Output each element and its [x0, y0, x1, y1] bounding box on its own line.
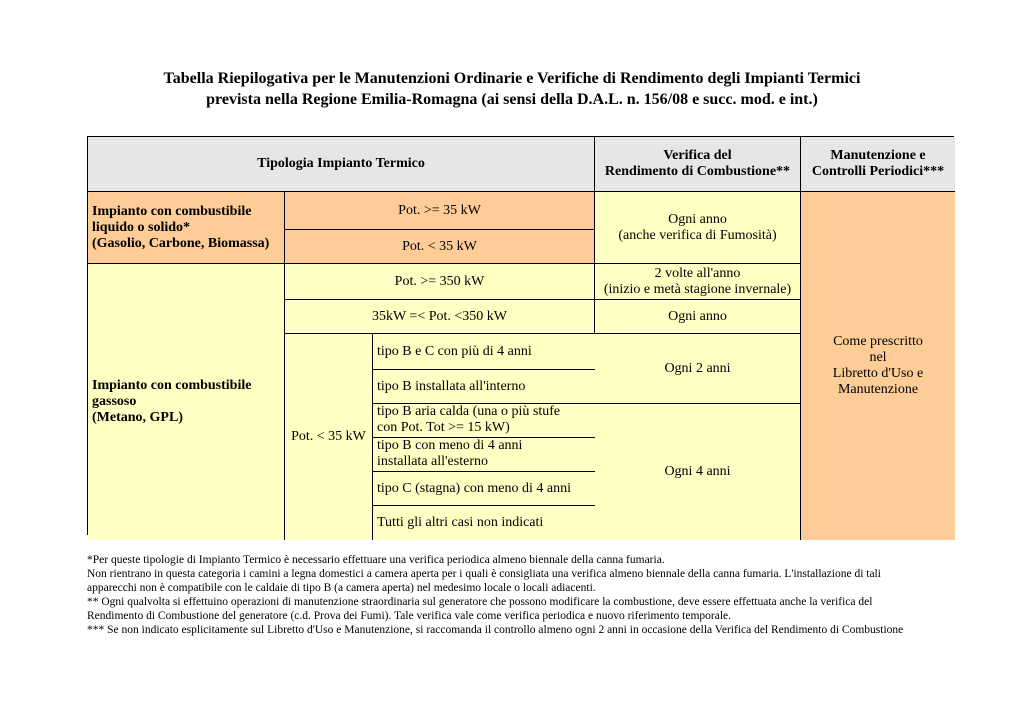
gas-label-line2: gassoso [92, 394, 137, 409]
footnote-5: Rendimento di Combustione del generatore (c.d. Prova dei Fumi). Tale verifica vale come verifica periodica e nuovo riferimento temporale. [87, 610, 732, 622]
gas-sub-3-line2: con Pot. Tot >= 15 kW) [377, 420, 510, 435]
gas-sub-4-line1: tipo B con meno di 4 anni [377, 438, 523, 453]
footnote-1: *Per queste tipologie di Impianto Termico è necessario effettuare una verifica periodica almeno biennale della canna fumaria. [87, 554, 665, 566]
liquid-pot-low [285, 230, 595, 264]
liquid-verifica-line2: (anche verifica di Fumosità) [618, 227, 777, 243]
liquid-fuel-label [88, 192, 285, 264]
header-manutenzione-line2: Controlli Periodici*** [811, 164, 945, 179]
footnote-2: Non rientrano in questa categoria i camini a legna domestici a camera aperta per i quali è consigliata una verifica almeno biennale della canna fumaria. L'installazione di tali [87, 568, 881, 580]
gas-fuel-label [88, 264, 285, 540]
header-tipologia-label: Tipologia Impianto Termico [257, 156, 425, 171]
header-manutenzione-line1: Manutenzione e [830, 148, 926, 163]
gas-sub-2-label: tipo B installata all'interno [377, 378, 526, 394]
manutenzione-line4: Manutenzione [837, 382, 919, 397]
gas-sub-1-label: tipo B e C con più di 4 anni [377, 343, 532, 359]
title-line-2: prevista nella Regione Emilia-Romagna (ai sensi della D.A.L. n. 156/08 e succ. mod. e int.) [206, 91, 818, 108]
manutenzione-line1: Come prescritto [833, 334, 923, 349]
header-verifica-line2: Rendimento di Combustione** [604, 164, 791, 179]
gas-sub-row-3 [373, 404, 595, 438]
manutenzione-line2: nel [869, 350, 887, 365]
liquid-label-line2: liquido o solido* [92, 219, 191, 235]
gas-pot-350 [285, 264, 595, 300]
liquid-pot-low-label: Pot. < 35 kW [402, 238, 477, 254]
gas-verifica-4anni [595, 404, 801, 540]
liquid-verifica-line1: Ogni anno [668, 211, 727, 227]
gas-verifica-2anni-label: Ogni 2 anni [664, 360, 731, 376]
gas-pot-350-label: Pot. >= 350 kW [394, 273, 485, 289]
footnote-4: ** Ogni qualvolta si effettuino operazioni di manutenzione straordinaria sul generatore che possono modificare la combustione, deve essere effettuata anche la verifica del [87, 596, 873, 608]
title-line-1: Tabella Riepilogativa per le Manutenzioni Ordinarie e Verifiche di Rendimento degli Impianti Termici [163, 70, 861, 87]
header-tipologia [88, 137, 595, 192]
gas-pot-mid-label: 35kW =< Pot. <350 kW [371, 308, 508, 324]
liquid-label-line3: (Gasolio, Carbone, Biomassa) [92, 235, 270, 251]
gas-sub-row-4 [373, 438, 595, 472]
liquid-pot-high [285, 192, 595, 230]
gas-verifica-4anni-label: Ogni 4 anni [664, 464, 731, 479]
gas-verifica-mid [595, 300, 801, 334]
gas-verifica-350-line2: (inizio e metà stagione invernale) [603, 281, 792, 297]
gas-sub-row-1 [373, 334, 595, 370]
header-verifica-line1: Verifica del [663, 148, 732, 163]
gas-sub-6-label: Tutti gli altri casi non indicati [377, 515, 544, 530]
gas-sub-3-line1: tipo B aria calda (una o più stufe [377, 404, 561, 419]
footnote-6: *** Se non indicato esplicitamente sul Libretto d'Uso e Manutenzione, si raccomanda il controllo almeno ogni 2 anni in occasione della Verifica del Rendimento di Combustione [87, 624, 904, 636]
gas-sub-row-2 [373, 370, 595, 404]
gas-pot-low [285, 334, 373, 540]
footnotes [87, 553, 967, 637]
document-title [0, 68, 1024, 110]
gas-verifica-350-line1: 2 volte all'anno [654, 265, 741, 281]
gas-pot-low-block [285, 334, 595, 540]
gas-sub-4-line2: installata all'esterno [377, 454, 488, 469]
footnote-3: apparecchi non è compatibile con le caldaie di tipo B (a camera aperta) nel medesimo locale o locali adiacenti. [87, 582, 596, 594]
gas-verifica-mid-label: Ogni anno [668, 308, 727, 324]
gas-verifica-350 [595, 264, 801, 300]
gas-label-line3: (Metano, GPL) [92, 410, 183, 425]
gas-verifica-2anni [595, 334, 801, 404]
liquid-pot-high-label: Pot. >= 35 kW [398, 202, 481, 218]
gas-label-line1: Impianto con combustibile [92, 378, 252, 393]
liquid-label-line1: Impianto con combustibile [92, 203, 252, 219]
gas-sub-row-6 [373, 506, 595, 540]
gas-sub-5-label: tipo C (stagna) con meno di 4 anni [377, 480, 572, 496]
liquid-verifica [595, 192, 801, 264]
gas-sub-row-5 [373, 472, 595, 506]
manutenzione-cell [801, 192, 955, 540]
header-verifica [595, 137, 801, 192]
manutenzione-line3: Libretto d'Uso e [832, 366, 924, 381]
summary-table [87, 136, 954, 535]
gas-pot-low-label: Pot. < 35 kW [291, 429, 366, 444]
gas-pot-mid [285, 300, 595, 334]
header-manutenzione [801, 137, 955, 192]
